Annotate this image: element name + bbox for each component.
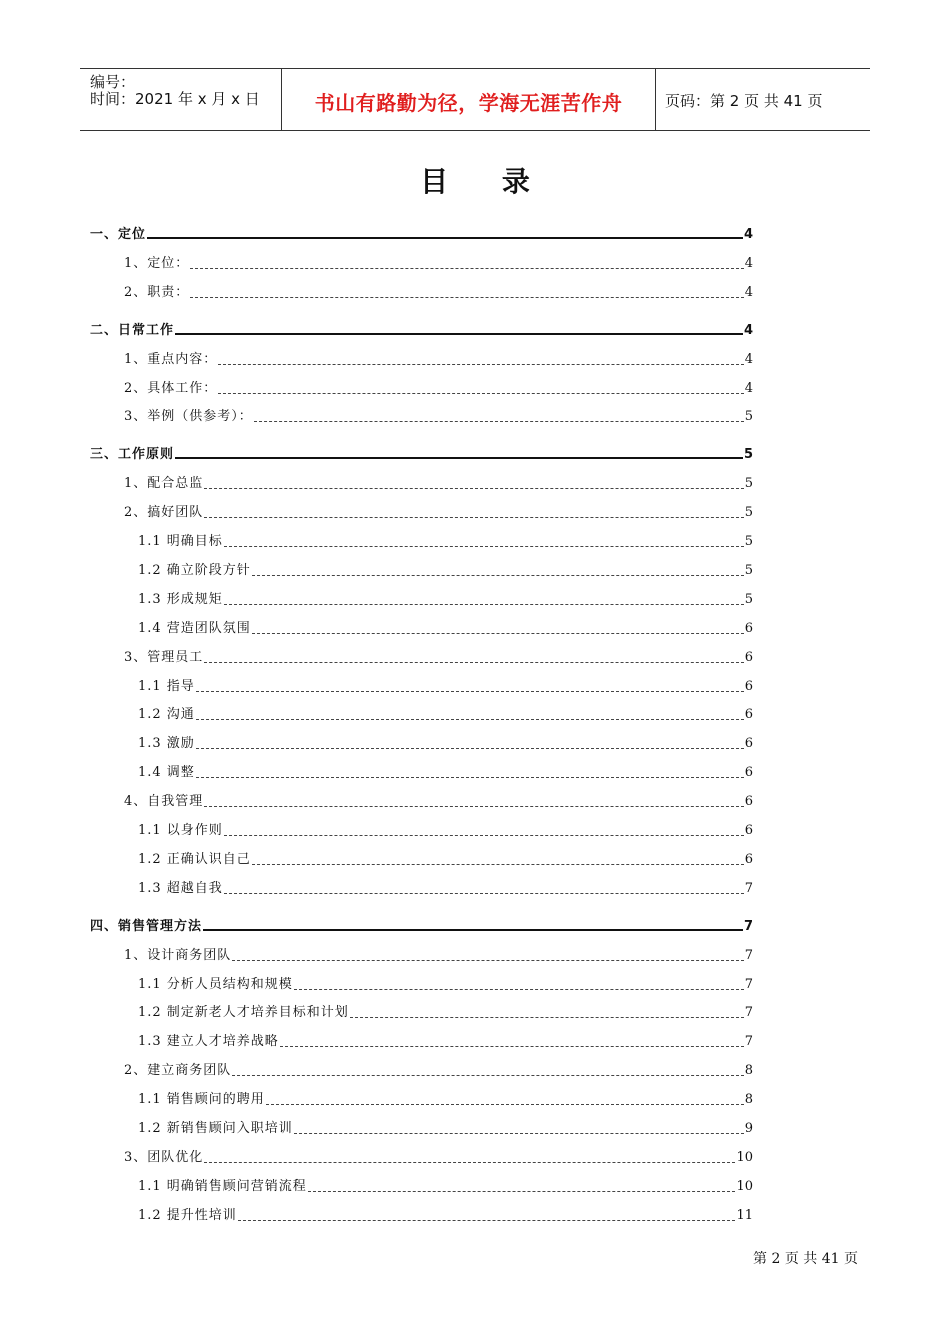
toc-entry[interactable] [138,562,753,580]
toc-entry-page: 6 [744,649,753,665]
toc-entry-label: 2、职责： [124,284,190,300]
toc-leader [294,1133,744,1134]
toc-entry[interactable] [124,1149,753,1167]
toc-entry-page: 5 [744,562,753,578]
toc-leader [232,1075,743,1076]
toc-entry-page: 6 [744,851,753,867]
toc-entry-label: 1、定位： [124,255,190,271]
header-left-cell [80,69,282,130]
toc-leader [238,1220,736,1221]
toc-entry-page: 4 [744,284,753,300]
toc-entry[interactable] [138,1120,753,1138]
toc-entry[interactable] [138,1091,753,1109]
toc-leader [232,960,743,961]
toc-entry-page: 4 [744,255,753,271]
toc-entry-label: 1.3 超越自我 [138,880,223,896]
toc-entry[interactable] [138,1004,753,1022]
toc-entry-label: 1.2 制定新老人才培养目标和计划 [138,1005,349,1021]
toc-entry-page: 4 [744,380,753,396]
toc-entry-label: 1.1 明确目标 [138,534,223,549]
toc-leader [350,1017,744,1018]
toc-leader [254,421,744,422]
toc-entry-label: 1.4 营造团队氛围 [138,620,251,636]
toc-entry-label: 三、工作原则 [90,447,175,463]
toc-entry-label: 1.1 分析人员结构和规模 [138,976,293,992]
toc-entry-page: 5 [744,534,753,549]
toc-entry-label: 一、定位 [90,227,147,242]
toc-entry-label: 3、举例（供参考）： [124,409,253,425]
time-label: 时间：2021 年 x 月 x 日 [90,90,260,108]
toc-entry[interactable] [138,735,753,753]
toc-entry-page: 8 [744,1063,753,1079]
toc-entry[interactable] [124,380,753,398]
toc-entry-label: 1、配合总监 [124,476,204,492]
toc-entry[interactable] [124,408,753,426]
toc-entry-label: 二、日常工作 [90,322,175,338]
toc-entry-label: 1.1 明确销售顾问营销流程 [138,1178,307,1194]
toc-entry-page: 6 [744,765,753,781]
toc-entry[interactable] [124,504,753,522]
toc-entry-label: 1.2 提升性培训 [138,1207,237,1223]
toc-entry[interactable] [138,620,753,638]
toc-entry-label: 1.2 沟通 [138,707,195,723]
toc-leader [147,237,743,239]
toc-entry[interactable] [138,1207,753,1225]
toc-leader [190,297,743,298]
toc-entry[interactable] [138,1033,753,1051]
toc-entry-label: 1.1 销售顾问的聘用 [138,1092,265,1108]
toc-entry[interactable] [138,533,753,551]
toc-entry-label: 2、搞好团队 [124,505,204,521]
toc-entry-label: 1.2 确立阶段方针 [138,562,251,578]
toc-leader [204,488,743,489]
toc-leader [196,748,744,749]
toc-entry[interactable] [124,475,753,493]
toc-leader [266,1104,744,1105]
page-title: 目 录 [420,165,552,198]
toc-entry-page: 6 [744,707,753,723]
toc-entry-page: 10 [736,1149,753,1165]
toc-leader [308,1191,736,1192]
toc-entry-page: 7 [744,1034,753,1050]
toc-entry-page: 6 [744,620,753,636]
toc-entry[interactable] [124,1062,753,1080]
toc-entry-label: 1.2 正确认识自己 [138,851,251,867]
toc-entry[interactable] [138,706,753,724]
toc-leader [252,575,744,576]
header-right-cell [656,69,870,130]
header-middle-cell [282,69,656,130]
toc-entry-page: 7 [744,976,753,992]
toc-entry-label: 1.1 以身作则 [138,823,223,838]
toc-entry-label: 1.3 激励 [138,736,195,752]
toc-entry-label: 2、具体工作： [124,380,218,396]
toc-entry-label: 四、销售管理方法 [90,918,203,934]
toc-entry-page: 5 [744,505,753,521]
toc-leader [190,268,743,269]
toc-entry[interactable] [124,351,753,369]
toc-leader [224,546,744,547]
toc-entry-page: 4 [744,351,753,367]
toc-leader [204,517,743,518]
toc-leader [204,806,743,807]
toc-entry[interactable] [138,851,753,869]
toc-leader [252,633,744,634]
toc-leader [175,333,743,335]
toc-entry-label: 4、自我管理 [124,794,204,810]
toc-entry[interactable] [90,322,753,340]
toc-entry-page: 7 [743,918,753,934]
toc-entry[interactable] [124,255,753,273]
header-motto: 书山有路勤为径，学海无涯苦作舟 [314,91,623,115]
toc-entry-page: 6 [744,794,753,810]
toc-entry-page: 6 [744,736,753,752]
toc-entry-label: 1.2 新销售顾问入职培训 [138,1121,293,1136]
toc-entry[interactable] [138,880,753,898]
toc-entry[interactable] [138,678,753,696]
toc-leader [224,604,744,605]
toc-entry-page: 5 [743,447,753,463]
toc-entry-page: 7 [744,880,753,896]
toc-entry-page: 11 [736,1207,753,1223]
toc-entry[interactable] [90,226,753,244]
toc-entry-page: 9 [744,1121,753,1136]
toc-entry-label: 1.1 指导 [138,678,195,694]
toc-leader [204,1162,735,1163]
toc-entry[interactable] [90,918,753,936]
toc-entry-label: 1.3 建立人才培养战略 [138,1034,279,1050]
toc-leader [294,989,744,990]
toc-leader [196,691,744,692]
toc-leader [175,457,743,459]
toc-leader [203,929,743,931]
toc-entry-page: 7 [744,1005,753,1021]
toc-leader [252,864,744,865]
toc-entry-label: 1.3 形成规矩 [138,591,223,607]
toc-entry-page: 7 [744,947,753,963]
toc-leader [280,1046,744,1047]
toc-leader [218,393,743,394]
toc-entry-page: 4 [743,227,753,242]
toc-entry[interactable] [138,822,753,840]
toc-entry-page: 8 [744,1092,753,1108]
toc-leader [224,835,744,836]
toc-entry[interactable] [138,591,753,609]
page-header [80,68,870,131]
serial-label: 编号： [90,73,136,91]
toc-leader [204,662,743,663]
toc-entry-page: 6 [744,823,753,838]
page-footer: 第 2 页 共 41 页 [753,1251,858,1267]
toc-entry-page: 6 [744,678,753,694]
toc-entry[interactable] [138,764,753,782]
toc-entry[interactable] [124,947,753,965]
toc-entry[interactable] [138,1178,753,1196]
toc-entry[interactable] [90,446,753,464]
toc-leader [224,893,744,894]
toc-entry-label: 2、建立商务团队 [124,1063,232,1079]
toc-entry-label: 1、设计商务团队 [124,947,232,963]
toc-entry[interactable] [124,649,753,667]
toc-entry[interactable] [138,976,753,994]
toc-leader [196,777,744,778]
toc-entry-label: 3、团队优化 [124,1149,204,1165]
toc-entry-page: 5 [744,591,753,607]
toc-entry[interactable] [124,793,753,811]
toc-leader [196,719,744,720]
toc-entry-page: 4 [743,322,753,338]
toc-entry-label: 3、管理员工 [124,649,204,665]
toc-entry-label: 1.4 调整 [138,765,195,781]
toc-entry-label: 1、重点内容： [124,351,218,367]
toc-entry-page: 10 [736,1178,753,1194]
toc-entry-page: 5 [744,476,753,492]
toc-leader [218,364,743,365]
toc-entry-page: 5 [744,409,753,425]
toc-entry[interactable] [124,284,753,302]
page-code: 页码：第 2 页 共 41 页 [665,92,823,110]
